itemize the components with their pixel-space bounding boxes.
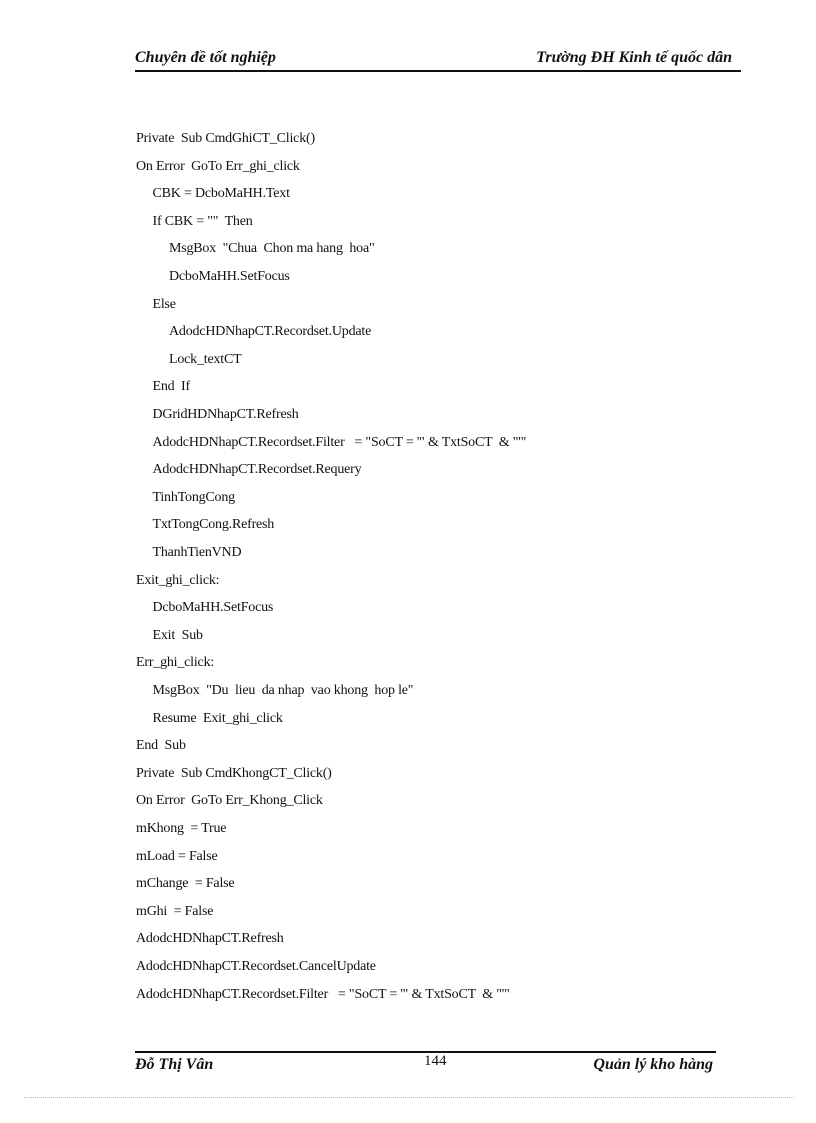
code-line: AdodcHDNhapCT.Recordset.Filter = "SoCT = '" & TxtSoCT & "'" bbox=[136, 986, 510, 1002]
page-bottom-dotted-border bbox=[24, 1097, 794, 1098]
code-line: End Sub bbox=[136, 738, 186, 754]
footer-author: Đỗ Thị Vân bbox=[135, 1056, 214, 1073]
code-line: Private Sub CmdGhiCT_Click() bbox=[136, 131, 315, 146]
code-line: On Error GoTo Err_ghi_click bbox=[136, 158, 300, 174]
code-line: DcboMaHH.SetFocus bbox=[152, 600, 274, 616]
header-divider bbox=[135, 70, 741, 72]
code-line: AdodcHDNhapCT.Recordset.Update bbox=[169, 324, 372, 340]
code-line: If CBK = "" Then bbox=[152, 213, 253, 229]
code-line: TxtTongCong.Refresh bbox=[152, 517, 275, 533]
code-line: Exit_ghi_click: bbox=[136, 572, 220, 588]
code-line: AdodcHDNhapCT.Recordset.CancelUpdate bbox=[136, 959, 376, 974]
code-line: DGridHDNhapCT.Refresh bbox=[152, 407, 299, 422]
code-line: AdodcHDNhapCT.Recordset.Filter = "SoCT = '" & TxtSoCT & "'" bbox=[152, 434, 527, 450]
code-line: MsgBox "Chua Chon ma hang hoa" bbox=[169, 241, 375, 257]
code-line: TinhTongCong bbox=[152, 489, 235, 505]
code-line: AdodcHDNhapCT.Refresh bbox=[136, 931, 284, 947]
code-line: DcboMaHH.SetFocus bbox=[169, 269, 290, 284]
page-number: 144 bbox=[424, 1053, 447, 1069]
footer-right-title: Quản lý kho hàng bbox=[593, 1056, 713, 1073]
code-line: Exit Sub bbox=[152, 627, 203, 643]
code-line: Else bbox=[152, 296, 176, 312]
code-line: mKhong = True bbox=[136, 821, 227, 836]
code-line: Err_ghi_click: bbox=[136, 655, 215, 671]
code-line: mLoad = False bbox=[136, 848, 218, 864]
code-line: End If bbox=[152, 379, 190, 395]
code-line: Resume Exit_ghi_click bbox=[152, 710, 283, 726]
code-line: Lock_textCT bbox=[169, 351, 242, 367]
code-line: AdodcHDNhapCT.Recordset.Requery bbox=[152, 462, 362, 478]
code-line: mGhi = False bbox=[136, 903, 214, 919]
code-line: ThanhTienVND bbox=[152, 545, 242, 560]
code-line: MsgBox "Du lieu da nhap vao khong hop le" bbox=[152, 683, 414, 698]
code-line: CBK = DcboMaHH.Text bbox=[152, 186, 290, 202]
code-line: Private Sub CmdKhongCT_Click() bbox=[136, 765, 332, 781]
code-line: mChange = False bbox=[136, 876, 235, 892]
header-left-title: Chuyên đề tốt nghiệp bbox=[135, 49, 276, 66]
header-right-title: Trường ĐH Kinh tế quốc dân bbox=[536, 49, 732, 66]
code-line: On Error GoTo Err_Khong_Click bbox=[136, 793, 323, 809]
